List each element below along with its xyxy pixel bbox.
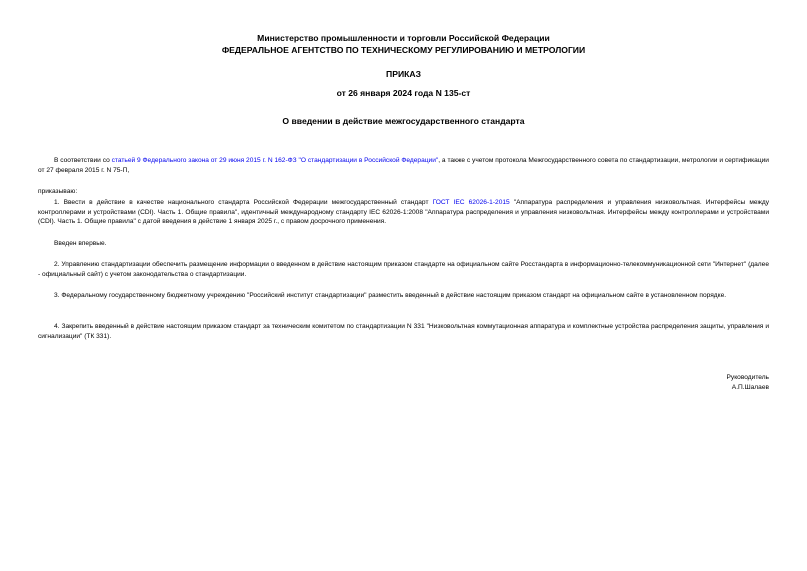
order-title: ПРИКАЗ (386, 69, 421, 79)
signatory-title: Руководитель (726, 374, 769, 381)
item-2-paragraph: 2. Управлению стандартизации обеспечить размещение информации о введенном в действие настоящим приказом стандарте на официальном сайте Росстандарта в информационно-телекоммуникационной сети "Интернет" (далее - официальный сайт) с учетом законодательства о стандартизации. (38, 261, 769, 278)
federal-law-link[interactable]: статьей 9 Федерального закона от 29 июня 2015 г. N 162-ФЗ "О стандартизации в Российской Федерации" (111, 157, 439, 164)
standard-link[interactable]: ГОСТ IEC 62026-1-2015 (432, 199, 510, 206)
preamble-text-before: В соответствии со (54, 157, 112, 164)
ministry-name: Министерство промышленности и торговли Российской Федерации (257, 33, 550, 43)
item-1-text-before: 1. Ввести в действие в качестве национального стандарта Российской Федерации межгосударственный стандарт (54, 199, 433, 206)
signatory-name: А.П.Шалаев (731, 384, 769, 391)
order-date-number: от 26 января 2024 года N 135-ст (336, 88, 471, 98)
order-subject: О введении в действие межгосударственного стандарта (282, 116, 525, 126)
preamble-text-after: , а также с учетом протокола Межгосударственного совета по стандартизации, метрологии и сертификации от 27 февраля 2015 г. N 75-П, (38, 157, 769, 174)
agency-name: ФЕДЕРАЛЬНОЕ АГЕНТСТВО ПО ТЕХНИЧЕСКОМУ РЕГУЛИРОВАНИЮ И МЕТРОЛОГИИ (221, 45, 586, 55)
item-1-paragraph (38, 198, 769, 227)
item-4-paragraph: 4. Закрепить введенный в действие настоящим приказом стандарт за техническим комитетом по стандартизации N 331 "Низковольтная коммутационная аппаратура и комплектные устройства распределения защиты, управления и сигнализации" (ТК 331). (38, 323, 769, 340)
item-3-paragraph: 3. Федеральному государственному бюджетному учреждению "Российский институт стандартизации" разместить введенный в действие настоящим приказом стандарт на официальном сайте в установленном порядке. (54, 292, 727, 299)
item-1-text-after: "Аппаратура распределения и управления низковольтная. Интерфейсы между контроллерами и устройствами (CDI). Часть 1. Общие правила", идентичный международному стандарту IEC 62026-1:2008 "Аппаратура распределения и управления низковольтная. Интерфейсы между контроллерами и устройствами (CDI). Часть 1. Общие правила" с датой введения в действие 1 января 2025 г., с правом досрочного применения. (38, 199, 770, 226)
order-verb: приказываю: (38, 188, 78, 195)
introduced-first-note: Введен впервые. (54, 240, 107, 247)
preamble-paragraph (38, 156, 769, 175)
